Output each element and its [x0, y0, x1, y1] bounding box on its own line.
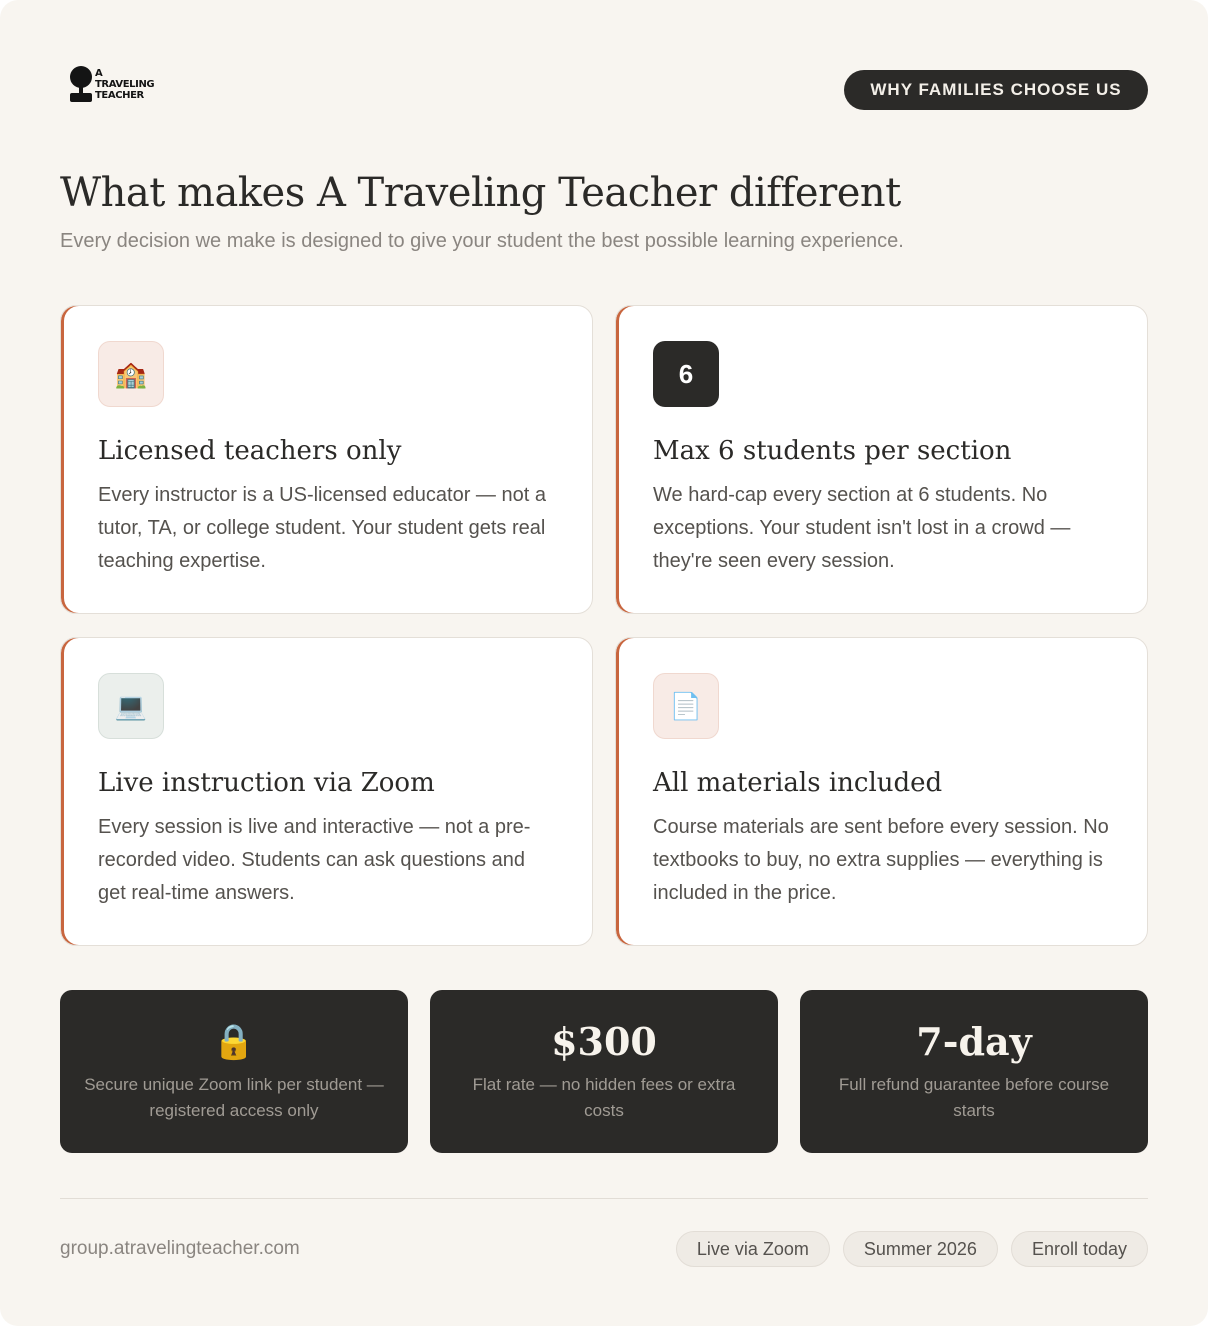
page-subtitle: Every decision we make is designed to give your student the best possible learning experience. — [60, 230, 904, 252]
feature-description: Every session is live and interactive — not a pre-recorded video. Students can ask questions and get real-time answers. — [98, 816, 531, 904]
page-title: What makes A Traveling Teacher different — [60, 170, 901, 216]
stat-refund — [800, 990, 1148, 1153]
feature-title: All materials included — [653, 768, 943, 798]
feature-title: Licensed teachers only — [98, 436, 402, 466]
logo — [70, 66, 162, 106]
feature-card-max-students — [615, 305, 1148, 614]
logo-text-line: TEACHER — [95, 90, 144, 101]
stat-caption: Full refund guarantee before course starts — [838, 1075, 1110, 1120]
why-families-badge: WHY FAMILIES CHOOSE US — [844, 70, 1148, 110]
feature-description: We hard-cap every section at 6 students. No exceptions. Your student isn't lost in a crowd — they're seen every session. — [653, 484, 1071, 572]
feature-description: Every instructor is a US-licensed educator — not a tutor, TA, or college student. Your student gets real teaching expertise. — [98, 484, 546, 572]
logo-text-line: TRAVELING — [95, 79, 155, 90]
stat-value: 7-day — [916, 1019, 1032, 1064]
feature-description: Course materials are sent before every session. No textbooks to buy, no extra supplies — everything is included in the price. — [653, 816, 1109, 904]
logo-text-line: A — [95, 68, 103, 79]
tag-live-zoom: Live via Zoom — [676, 1231, 830, 1267]
school-building-icon: 🏫 — [98, 341, 164, 407]
tag-enroll-today[interactable]: Enroll today — [1011, 1231, 1148, 1267]
feature-card-materials — [615, 637, 1148, 946]
globe-icon — [70, 66, 92, 88]
feature-title: Max 6 students per section — [653, 436, 1012, 466]
feature-title: Live instruction via Zoom — [98, 768, 435, 798]
feature-card-live-zoom — [60, 637, 593, 946]
tag-summer-2026: Summer 2026 — [843, 1231, 998, 1267]
stat-flat-rate — [430, 990, 778, 1153]
laptop-icon: 💻 — [98, 673, 164, 739]
feature-card-licensed-teachers — [60, 305, 593, 614]
website-url[interactable]: group.atravelingteacher.com — [60, 1238, 300, 1259]
footer-tags — [676, 1231, 1148, 1267]
footer-divider — [60, 1198, 1148, 1199]
document-icon: 📄 — [653, 673, 719, 739]
stat-caption: Secure unique Zoom link per student — registered access only — [84, 1075, 384, 1120]
stat-caption: Flat rate — no hidden fees or extra costs — [472, 1075, 736, 1120]
stat-secure-link — [60, 990, 408, 1153]
lock-icon: 🔒 — [212, 1022, 256, 1062]
stat-value: $300 — [551, 1019, 657, 1064]
number-six-badge: 6 — [653, 341, 719, 407]
